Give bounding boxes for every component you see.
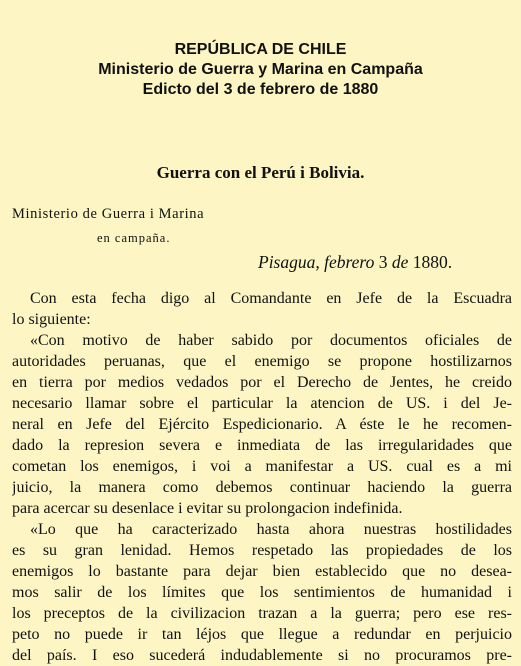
war-title: Guerra con el Perú i Bolivia. (156, 163, 365, 182)
body-line: en tierra por medios vedados por el Derecho de Jentes, he creido (12, 374, 512, 391)
body-line: enemigos lo bastante para dejar bien establecido que no desea- (12, 563, 512, 580)
date-de: de (391, 252, 409, 272)
body-line: del país. I eso sucederá indudablemente si no procuramos pre- (12, 647, 512, 664)
ministry-block (12, 202, 204, 250)
body-line: para acercar su desenlace i evitar su prolongacion indefinida. (12, 500, 403, 517)
ministry-line-1: Ministerio de Guerra i Marina (12, 206, 205, 222)
document-header (0, 40, 521, 100)
body-line: Con esta fecha digo al Comandante en Jefe de la Escuadra (30, 290, 512, 307)
date-day: 3 (378, 252, 388, 272)
header-edict-date: Edicto del 3 de febrero de 1880 (142, 81, 379, 98)
header-country: REPÚBLICA DE CHILE (174, 41, 347, 58)
body-line: es su gran lenidad. Hemos respetado las propiedades de los (12, 542, 512, 559)
body-line: neral en Jefe del Ejército Espedicionario. A éste le he recomen- (12, 416, 512, 433)
body-line: dado la represion severa e inmediata de las irregularidades que (12, 437, 512, 454)
place-name: Pisagua, (258, 252, 320, 272)
place-date (258, 252, 452, 273)
body-line: cometan los enemigos, i voi a manifestar a US. cual es a mi (12, 458, 512, 475)
body-line: «Con motivo de haber sabido por documentos oficiales de (30, 332, 512, 349)
letter-body (12, 288, 512, 666)
date-month: febrero (324, 252, 375, 272)
body-line: necesario llamar sobre el particular la atencion de US. i del Je- (12, 395, 512, 412)
body-line: juicio, la manera como debemos continuar haciendo la guerra (12, 479, 512, 496)
header-ministry: Ministerio de Guerra y Marina en Campaña (98, 61, 423, 78)
body-line: «Lo que ha caracterizado hasta ahora nuestras hostilidades (30, 521, 512, 538)
body-line: mos salir de los límites que los sentimientos de humanidad i (12, 584, 512, 601)
body-line: peto no puede ir tan léjos que llegue a redundar en perjuicio (12, 626, 512, 643)
ministry-line-2: en campaña. (97, 231, 171, 245)
body-line: los preceptos de la civilizacion trazan a la guerra; pero ese res- (12, 605, 512, 622)
date-year: 1880. (412, 252, 453, 272)
body-line: lo siguiente: (12, 311, 91, 328)
body-line: autoridades peruanas, que el enemigo se propone hostilizarnos (12, 353, 512, 370)
